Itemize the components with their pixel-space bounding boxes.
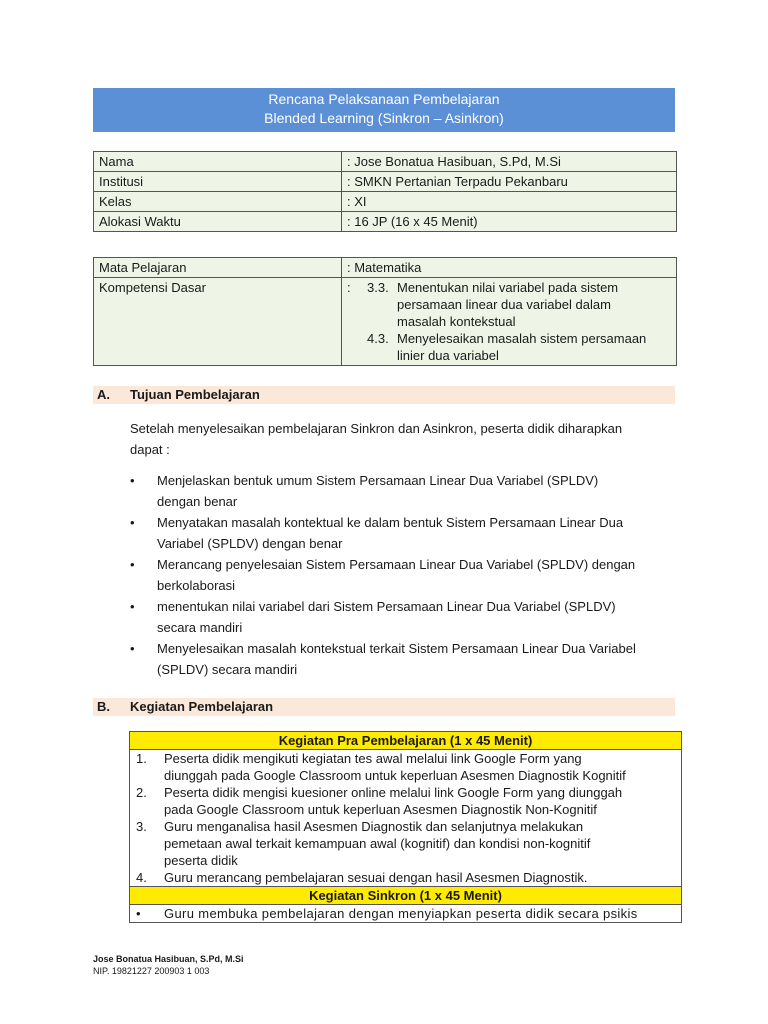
list-item (130, 554, 675, 596)
kd-text: masalah kontekstual (397, 314, 516, 329)
objective-line: secara mandiri (157, 620, 243, 635)
bullet-icon: • (130, 473, 135, 488)
identity-label: Nama (94, 152, 342, 172)
objective-line: Menjelaskan bentuk umum Sistem Persamaan Linear Dua Variabel (SPLDV) (157, 473, 599, 488)
objective-line: menentukan nilai variabel dari Sistem Persamaan Linear Dua Variabel (SPLDV) (157, 599, 616, 614)
list-item (136, 905, 675, 922)
subject-table (93, 257, 677, 366)
kd-value (342, 278, 677, 366)
objective-line: Menyelesaikan masalah kontekstual terkait Sistem Persamaan Linear Dua Variabel (157, 641, 636, 656)
item-number: 2. (136, 785, 147, 800)
table-row (94, 212, 677, 232)
footer (93, 953, 244, 977)
list-item (136, 869, 675, 886)
list-item (136, 818, 675, 869)
list-item (136, 750, 675, 784)
section-title: Tujuan Pembelajaran (130, 387, 260, 402)
item-line: Guru membuka pembelajaran dengan menyiapkan peserta didik secara psikis (164, 906, 638, 921)
identity-label: Institusi (94, 172, 342, 192)
item-line: diunggah pada Google Classroom untuk keperluan Asesmen Diagnostik Kognitif (164, 768, 626, 783)
subject-value: : Matematika (342, 258, 677, 278)
title-line-1: Rencana Pelaksanaan Pembelajaran (268, 91, 500, 107)
objective-line: dengan benar (157, 494, 238, 509)
item-number: 4. (136, 870, 147, 885)
activity-table-wrap (129, 731, 682, 923)
item-line: Peserta didik mengikuti kegiatan tes awal melalui link Google Form yang (164, 751, 582, 766)
identity-table (93, 151, 677, 232)
bullet-icon: • (130, 515, 135, 530)
section-letter: B. (97, 699, 110, 714)
kd-item (347, 330, 671, 347)
identity-value: : SMKN Pertanian Terpadu Pekanbaru (342, 172, 677, 192)
list-item (130, 470, 675, 512)
section-b-header (93, 698, 675, 716)
bullet-icon: • (130, 557, 135, 572)
table-row (94, 152, 677, 172)
intro-line: dapat : (130, 442, 170, 457)
bullet-icon: • (136, 906, 141, 921)
pra-items (130, 750, 682, 887)
list-item (136, 784, 675, 818)
kd-number: 4.3. (367, 331, 389, 346)
item-number: 3. (136, 819, 147, 834)
objectives-intro (130, 418, 670, 460)
sinkron-items (130, 905, 682, 923)
item-line: Guru merancang pembelajaran sesuai dengan hasil Asesmen Diagnostik. (164, 870, 588, 885)
section-letter: A. (97, 387, 110, 402)
identity-value: : XI (342, 192, 677, 212)
item-line: Guru menganalisa hasil Asesmen Diagnostik dan selanjutnya melakukan (164, 819, 584, 834)
title-line-2: Blended Learning (Sinkron – Asinkron) (264, 110, 504, 126)
identity-value: : 16 JP (16 x 45 Menit) (342, 212, 677, 232)
kd-text: persamaan linear dua variabel dalam (397, 297, 611, 312)
kd-item (347, 279, 671, 296)
kd-colon: : (347, 280, 351, 295)
item-line: pemetaan awal terkait kemampuan awal (kognitif) dan kondisi non-kognitif (164, 836, 591, 851)
item-line: peserta didik (164, 853, 238, 868)
table-row (94, 258, 677, 278)
identity-value: : Jose Bonatua Hasibuan, S.Pd, M.Si (342, 152, 677, 172)
section-title: Kegiatan Pembelajaran (130, 699, 274, 714)
bullet-icon: • (130, 599, 135, 614)
kd-label: Kompetensi Dasar (94, 278, 342, 366)
objectives-list (130, 470, 675, 680)
identity-label: Alokasi Waktu (94, 212, 342, 232)
item-line: pada Google Classroom untuk keperluan Asesmen Diagnostik Non-Kognitif (164, 802, 597, 817)
footer-nip: NIP. 19821227 200903 1 003 (93, 966, 210, 976)
footer-name: Jose Bonatua Hasibuan, S.Pd, M.Si (93, 954, 244, 964)
sinkron-heading: Kegiatan Sinkron (1 x 45 Menit) (130, 887, 682, 905)
kd-text: linier dua variabel (397, 348, 499, 363)
list-item (130, 512, 675, 554)
pra-heading: Kegiatan Pra Pembelajaran (1 x 45 Menit) (130, 732, 682, 750)
subject-label: Mata Pelajaran (94, 258, 342, 278)
document-title (93, 88, 675, 132)
kd-number: 3.3. (367, 280, 389, 295)
intro-line: Setelah menyelesaikan pembelajaran Sinkron dan Asinkron, peserta didik diharapkan (130, 421, 623, 436)
activity-table (129, 731, 682, 923)
kd-text: Menyelesaikan masalah sistem persamaan (397, 331, 647, 346)
list-item (130, 638, 675, 680)
item-number: 1. (136, 751, 147, 766)
identity-label: Kelas (94, 192, 342, 212)
objective-line: Variabel (SPLDV) dengan benar (157, 536, 343, 551)
bullet-icon: • (130, 641, 135, 656)
list-item (130, 596, 675, 638)
section-a-header (93, 386, 675, 404)
item-line: Peserta didik mengisi kuesioner online melalui link Google Form yang diunggah (164, 785, 623, 800)
objective-line: Merancang penyelesaian Sistem Persamaan Linear Dua Variabel (SPLDV) dengan (157, 557, 636, 572)
table-row (94, 192, 677, 212)
table-row (94, 172, 677, 192)
objective-line: (SPLDV) secara mandiri (157, 662, 298, 677)
kd-text: Menentukan nilai variabel pada sistem (397, 280, 619, 295)
objective-line: Menyatakan masalah kontektual ke dalam bentuk Sistem Persamaan Linear Dua (157, 515, 624, 530)
table-row (94, 278, 677, 366)
objective-line: berkolaborasi (157, 578, 236, 593)
